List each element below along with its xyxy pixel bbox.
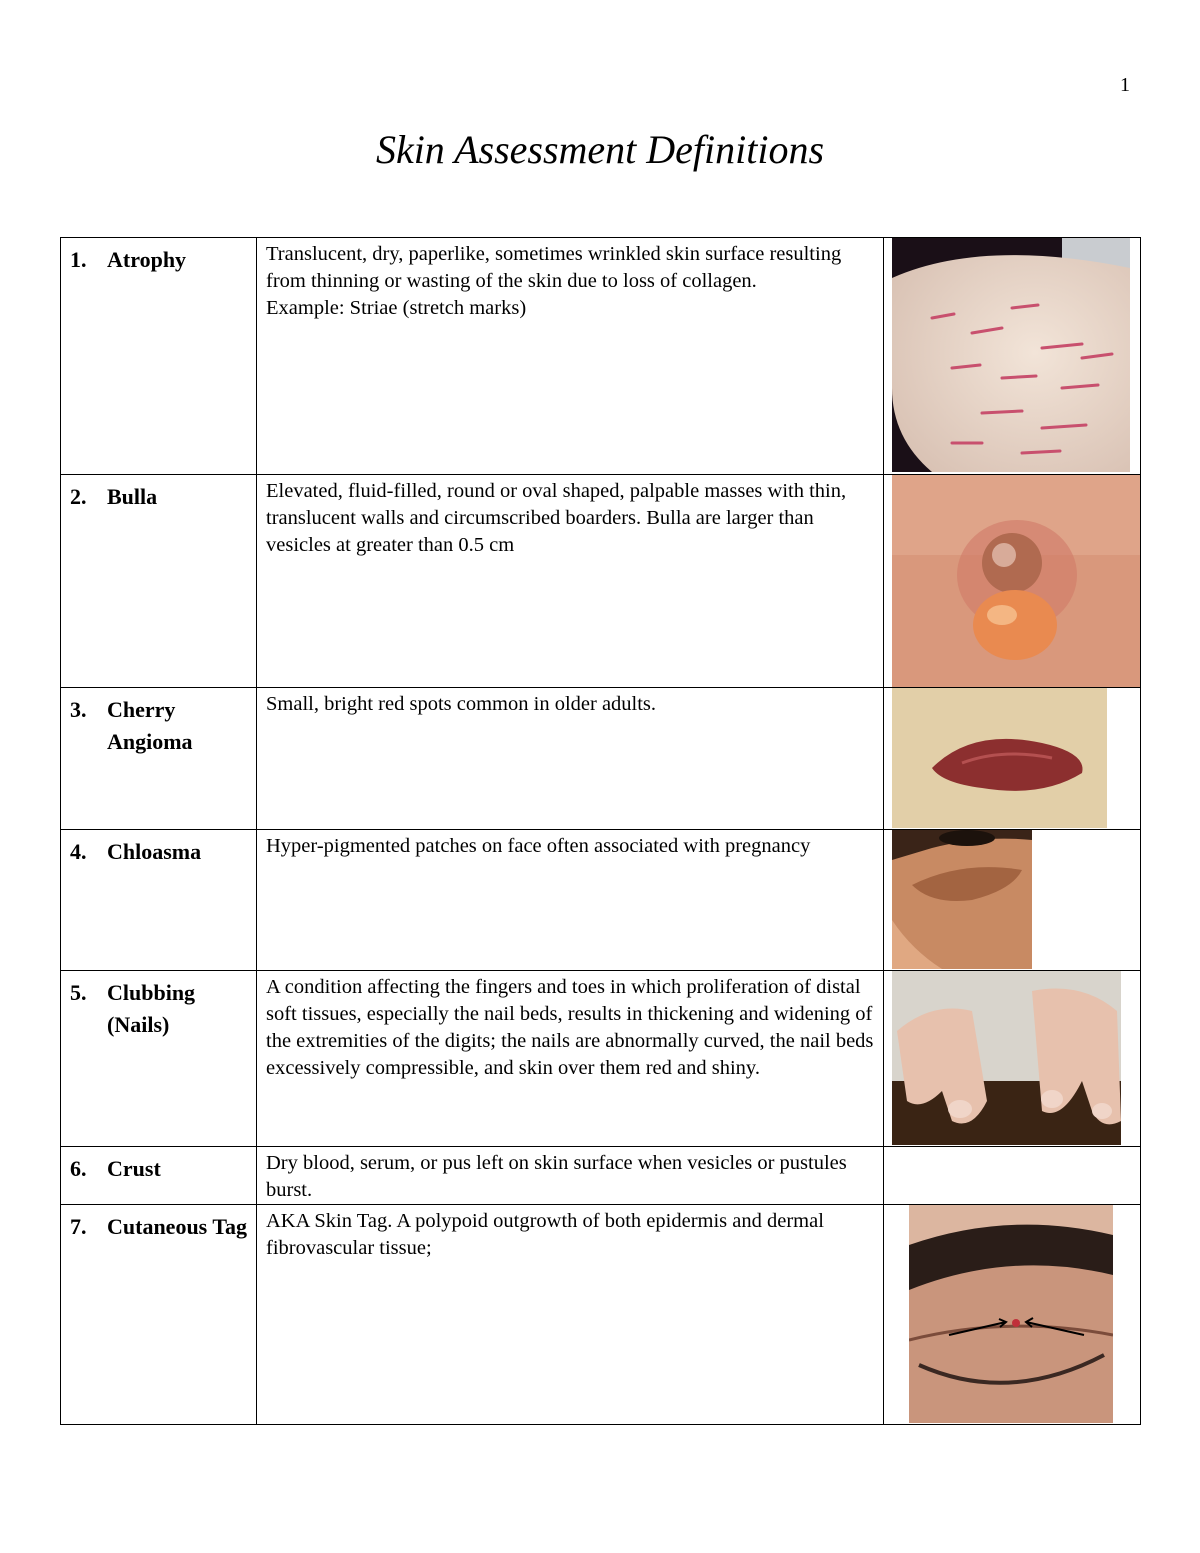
image-cell [884, 830, 1141, 971]
image-cell [884, 475, 1141, 688]
row-number: 6. [70, 1156, 87, 1181]
term-cell [61, 971, 257, 1147]
cherry-angioma-photo [892, 688, 1107, 828]
definition-text: A condition affecting the fingers and toes in which proliferation of distal soft tissues, especially the nail beds, results in thickening and widening of the extremities of the digits; the nails are abnormally curved, the nail beds excessively compressible, and skin over them red and shiny. [266, 976, 874, 1079]
image-cell [884, 971, 1141, 1147]
skin-tag-photo [909, 1205, 1113, 1423]
row-number: 3. [70, 697, 87, 722]
row-number: 5. [70, 980, 87, 1005]
definition-cell [257, 1205, 884, 1425]
striae-photo [892, 238, 1130, 472]
term-cell [61, 238, 257, 475]
term-label: Bulla [107, 484, 158, 509]
clubbing-photo [892, 971, 1121, 1145]
definition-text: AKA Skin Tag. A polypoid outgrowth of both epidermis and dermal fibrovascular tissue; [266, 1210, 824, 1259]
table-row [61, 688, 1141, 830]
image-cell [884, 688, 1141, 830]
image-cell [884, 1147, 1141, 1205]
row-number: 4. [70, 839, 87, 864]
definition-text: Dry blood, serum, or pus left on skin surface when vesicles or pustules burst. [266, 1152, 847, 1201]
definition-cell [257, 688, 884, 830]
definition-cell [257, 475, 884, 688]
definition-text: Hyper-pigmented patches on face often associated with pregnancy [266, 835, 811, 857]
term-label: Cutaneous Tag [107, 1214, 248, 1239]
table-row [61, 1205, 1141, 1425]
term-label: Crust [107, 1156, 161, 1181]
table-row [61, 830, 1141, 971]
definition-text: Small, bright red spots common in older adults. [266, 693, 657, 715]
term-label: Chloasma [107, 839, 202, 864]
term-label: Cherry Angioma [107, 697, 193, 754]
term-label: Clubbing (Nails) [107, 980, 196, 1037]
term-cell [61, 475, 257, 688]
definition-cell [257, 830, 884, 971]
term-cell [61, 1147, 257, 1205]
page-number: 1 [1120, 74, 1130, 96]
definition-text: Translucent, dry, paperlike, sometimes wrinkled skin surface resulting from thinning or wasting of the skin due to loss of collagen. Example: Striae (stretch marks) [266, 243, 842, 319]
row-number: 2. [70, 484, 87, 509]
bulla-photo [892, 475, 1140, 687]
term-cell [61, 830, 257, 971]
term-cell [61, 688, 257, 830]
term-label: Atrophy [107, 247, 187, 272]
chloasma-photo [892, 830, 1032, 969]
table-row [61, 238, 1141, 475]
table-row [61, 1147, 1141, 1205]
page-title: Skin Assessment Definitions [375, 127, 825, 172]
term-cell [61, 1205, 257, 1425]
definition-cell [257, 971, 884, 1147]
image-cell [884, 1205, 1141, 1425]
table-row [61, 971, 1141, 1147]
image-cell [884, 238, 1141, 475]
definitions-table [60, 237, 1141, 1425]
row-number: 1. [70, 247, 87, 272]
definition-cell [257, 1147, 884, 1205]
definition-cell [257, 238, 884, 475]
definition-text: Elevated, fluid-filled, round or oval shaped, palpable masses with thin, translucent walls and circumscribed boarders. Bulla are larger than vesicles at greater than 0.5 cm [266, 480, 847, 556]
table-row [61, 475, 1141, 688]
row-number: 7. [70, 1214, 87, 1239]
